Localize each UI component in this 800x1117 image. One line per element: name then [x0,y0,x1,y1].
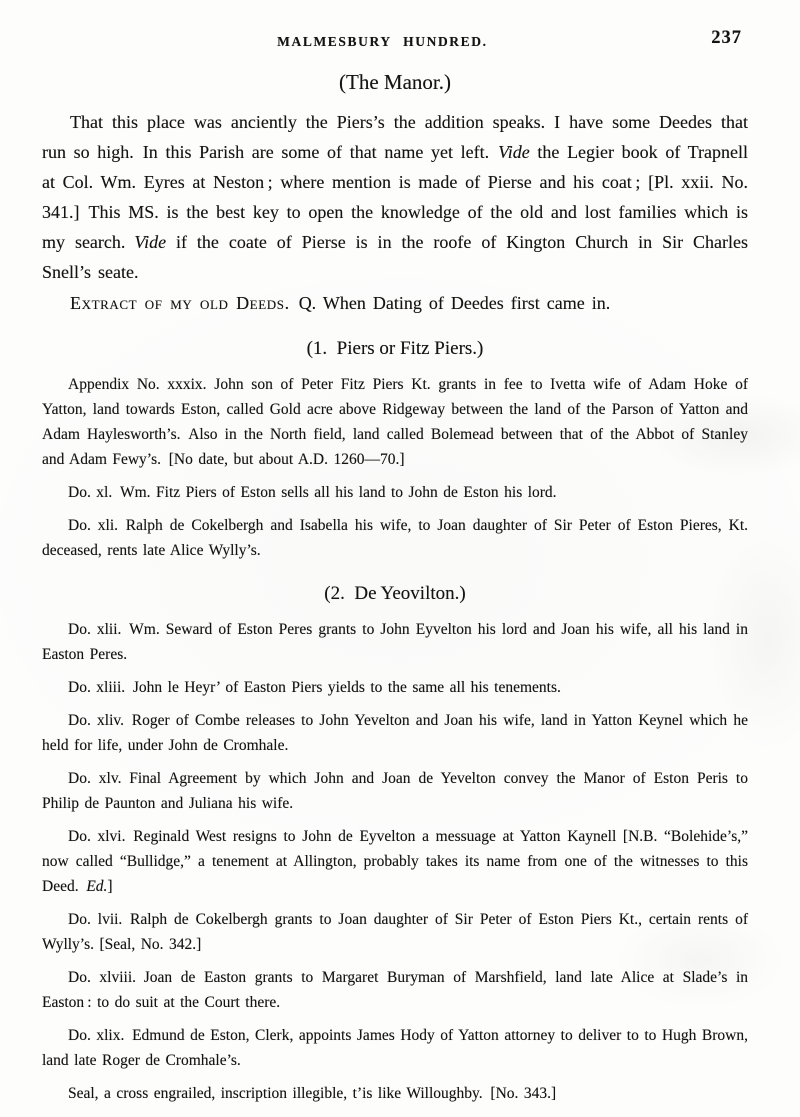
entry-text: Do. xlviii. Joan de Easton grants to Margaret Buryman of Marshfield, land late Alice at Slade’s in Easton : to do suit at the Court there. [42,969,748,1011]
entry-text: Do. xliii. John le Heyr’ of Easton Piers yields to the same all his tenements. [68,679,561,696]
section1-heading: (1. Piers or Fitz Piers.) [306,338,484,359]
seal-note [42,1081,748,1106]
deed-entry-xlv [42,766,748,816]
entry-text: Do. xlii. Wm. Seward of Eston Peres grants to John Eyvelton his lord and Joan his wife, all his land in Easton Peres. [42,621,748,663]
intro-paragraph [42,107,748,287]
intro-text: That this place was anciently the Piers’s the addition speaks. I have some Deedes that run so high. In this Parish are some of that name yet left. [42,112,748,162]
entry-text: Do. xliv. Roger of Combe releases to John Yevelton and Joan his wife, land in Yatton Keynel which he held for life, under John de Cromhale. [42,712,748,754]
entry-text: Seal, a cross engrailed, inscription illegible, t’is like Willoughby. [No. 343.] [68,1085,557,1102]
deed-entry-xlii [42,617,748,667]
vide-italic: Vide [134,232,167,252]
entry-text: Do. lvii. Ralph de Cokelbergh grants to Joan daughter of Sir Peter of Eston Piers Kt., certain rents of Wylly’s. [Seal, No. 342.] [42,911,748,953]
deed-entry-xl [42,480,748,505]
extract-smallcaps: Extract of my old Deeds. [70,293,290,313]
running-title: MALMESBURY HUNDRED. [277,34,488,49]
entry-text: Appendix No. xxxix. John son of Peter Fitz Piers Kt. grants in fee to Ivetta wife of Adam Hoke of Yatton, land towards Eston, called Gold acre above Ridgeway between the land of the Parson of Yatton and Adam Haylesworth’s. Also in the North field, land called Bolemead between that of the Abbot of Stanley and Adam Fewy’s. [No date, but about A.D. 1260—70.] [42,376,748,468]
vide-italic: Vide [498,142,530,162]
entry-text: Do. xlvi. Reginald West resigns to John de Eyvelton a messuage at Yatton Kaynell [N.B. “Bolehide’s,” now called “Bullidge,” a tenement at Allington, probably takes its name from one of the witnesses to this Deed. [42,828,748,895]
deed-entry-xlix [42,1023,748,1073]
deed-entry-lvii [42,907,748,957]
deed-entry-appendix-xxxix [42,372,748,472]
entry-text: ] [107,878,113,895]
extract-rest: Q. When Dating of Deedes first came in. [289,293,611,313]
section2-heading: (2. De Yeovilton.) [324,583,466,604]
deed-entry-xlviii [42,965,748,1015]
entry-text: Do. xli. Ralph de Cokelbergh and Isabella his wife, to Joan daughter of Sir Peter of Eston Pieres, Kt. deceased, rents late Alice Wylly’s. [42,517,748,559]
entry-text: Do. xlv. Final Agreement by which John and Joan de Yevelton convey the Manor of Eston Peris to Philip de Paunton and Juliana his wife. [42,770,748,812]
deed-entry-xliii [42,675,748,700]
deed-entry-xli [42,513,748,563]
page-header [42,30,748,54]
entry-text: Do. xlix. Edmund de Eston, Clerk, appoints James Hody of Yatton attorney to deliver to to Hugh Brown, land late Roger de Cromhale’s. [42,1027,748,1069]
manor-heading: (The Manor.) [339,70,451,94]
entry-italic: Ed. [86,878,108,895]
entry-text: Do. xl. Wm. Fitz Piers of Eston sells all his land to John de Eston his lord. [68,484,557,501]
page-number: 237 [711,28,742,48]
extract-line [42,288,748,318]
intro-text: if the coate of Pierse is in the roofe of Kington Church in Sir Charles Snell’s seate. [42,232,748,282]
intro-text: the Legier book of Trapnell at Col. Wm. Eyres at Neston ; where mention is made of Pierse and his coat ; [Pl. xxii. No. 341.] This MS. is the best key to open the knowledge of the old and lost families which is my search. [42,142,748,252]
deed-entry-xlvi [42,824,748,899]
deed-entry-xliv [42,708,748,758]
